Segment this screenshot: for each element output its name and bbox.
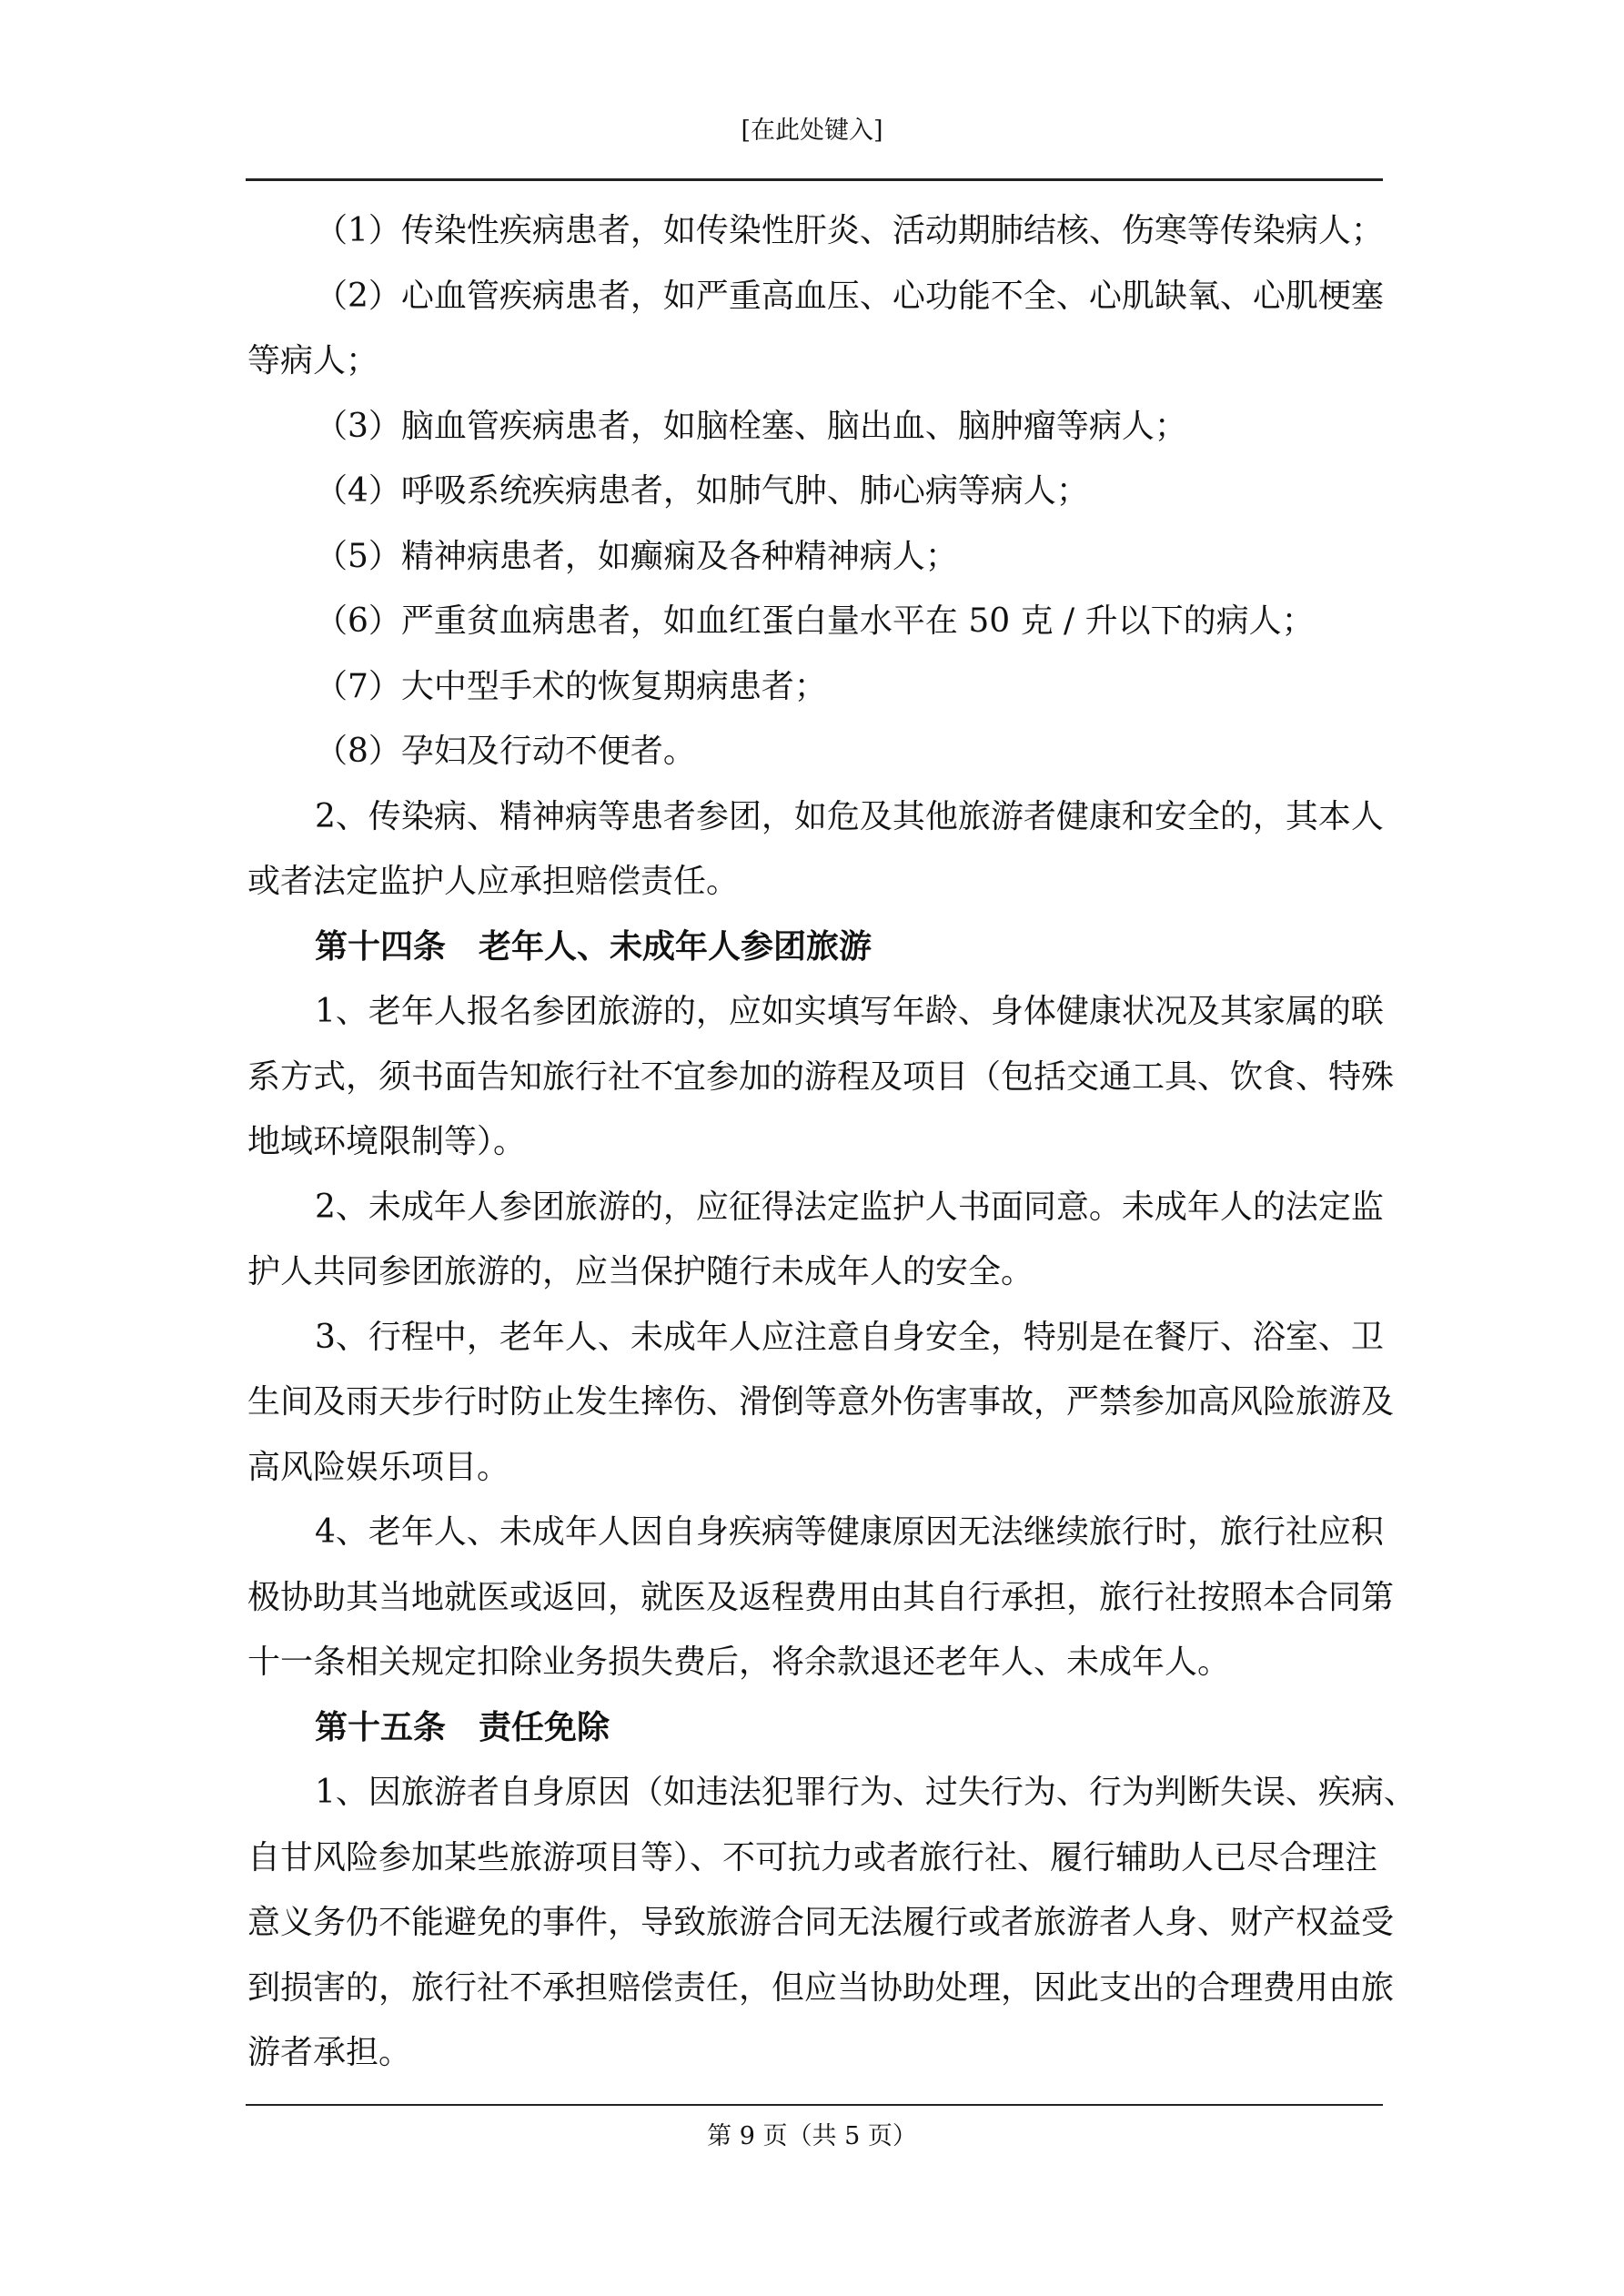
page-header: [在此处键入]: [741, 116, 883, 145]
paragraph-line: 1、老年人报名参团旅游的，应如实填写年龄、身体健康状况及其家属的联: [315, 993, 1384, 1030]
paragraph-line: 意义务仍不能避免的事件，导致旅游合同无法履行或者旅游者人身、财产权益受: [247, 1904, 1395, 1941]
paragraph-line: 护人共同参团旅游的，应当保护随行未成年人的安全。: [247, 1253, 1034, 1290]
paragraph-line: 地域环境限制等）。: [247, 1123, 527, 1160]
paragraph-line: 1、因旅游者自身原因（如违法犯罪行为、过失行为、行为判断失误、疾病、: [315, 1774, 1417, 1811]
list-item: （6）严重贫血病患者，如血红蛋白量水平在 50 克 / 升以下的病人；: [315, 602, 1315, 640]
paragraph-line: 2、未成年人参团旅游的，应征得法定监护人书面同意。未成年人的法定监: [315, 1188, 1384, 1226]
article-number: 第十五条: [315, 1707, 447, 1746]
article-title: 老年人、未成年人参团旅游: [479, 926, 873, 966]
paragraph-line: 自甘风险参加某些旅游项目等）、不可抗力或者旅行社、履行辅助人已尽合理注: [247, 1838, 1378, 1876]
paragraph-line: 4、老年人、未成年人因自身疾病等健康原因无法继续旅行时，旅行社应积: [315, 1513, 1384, 1551]
paragraph-line: 高风险娱乐项目。: [247, 1448, 510, 1486]
list-item: （5）精神病患者，如癫痫及各种精神病人；: [315, 537, 958, 575]
paragraph-line: 十一条相关规定扣除业务损失费后，将余款退还老年人、未成年人。: [247, 1644, 1231, 1681]
header-divider: [246, 178, 1383, 181]
paragraph-line: 系方式，须书面告知旅行社不宜参加的游程及项目（包括交通工具、饮食、特殊: [247, 1057, 1395, 1096]
paragraph-line: 生间及雨天步行时防止发生摔伤、滑倒等意外伤害事故，严禁参加高风险旅游及: [247, 1383, 1395, 1421]
list-item: （4）呼吸系统疾病患者，如肺气肿、肺心病等病人；: [315, 472, 1089, 510]
paragraph-line: 极协助其当地就医或返回，就医及返程费用由其自行承担，旅行社按照本合同第: [247, 1578, 1395, 1616]
list-item: （3）脑血管疾病患者，如脑栓塞、脑出血、脑肿瘤等病人；: [315, 407, 1187, 445]
page-footer: 第 9 页（共 5 页）: [707, 2122, 917, 2150]
article-number: 第十四条: [315, 926, 447, 966]
paragraph-line: 或者法定监护人应承担赔偿责任。: [247, 863, 740, 900]
document-body: [247, 198, 1417, 2086]
list-item: （8）孕妇及行动不便者。: [315, 733, 696, 770]
paragraph-line: 到损害的，旅行社不承担赔偿责任，但应当协助处理，因此支出的合理费用由旅: [247, 1968, 1395, 2007]
list-item: （7）大中型手术的恢复期病患者；: [315, 667, 827, 705]
list-item-continuation: 等病人；: [247, 342, 379, 379]
paragraph-line: 游者承担。: [247, 2034, 412, 2071]
footer-divider: [246, 2104, 1383, 2106]
list-item: （1）传染性疾病患者，如传染性肝炎、活动期肺结核、伤寒等传染病人；: [315, 212, 1384, 249]
list-item: （2）心血管疾病患者，如严重高血压、心功能不全、心肌缺氧、心肌梗塞: [315, 277, 1384, 315]
paragraph-line: 2、传染病、精神病等患者参团，如危及其他旅游者健康和安全的，其本人: [315, 797, 1384, 835]
article-15-heading: [247, 1695, 1385, 1761]
article-title: 责任免除: [479, 1707, 610, 1746]
paragraph-line: 3、行程中，老年人、未成年人应注意自身安全，特别是在餐厅、浴室、卫: [315, 1318, 1384, 1356]
article-14-heading: [247, 915, 1385, 980]
